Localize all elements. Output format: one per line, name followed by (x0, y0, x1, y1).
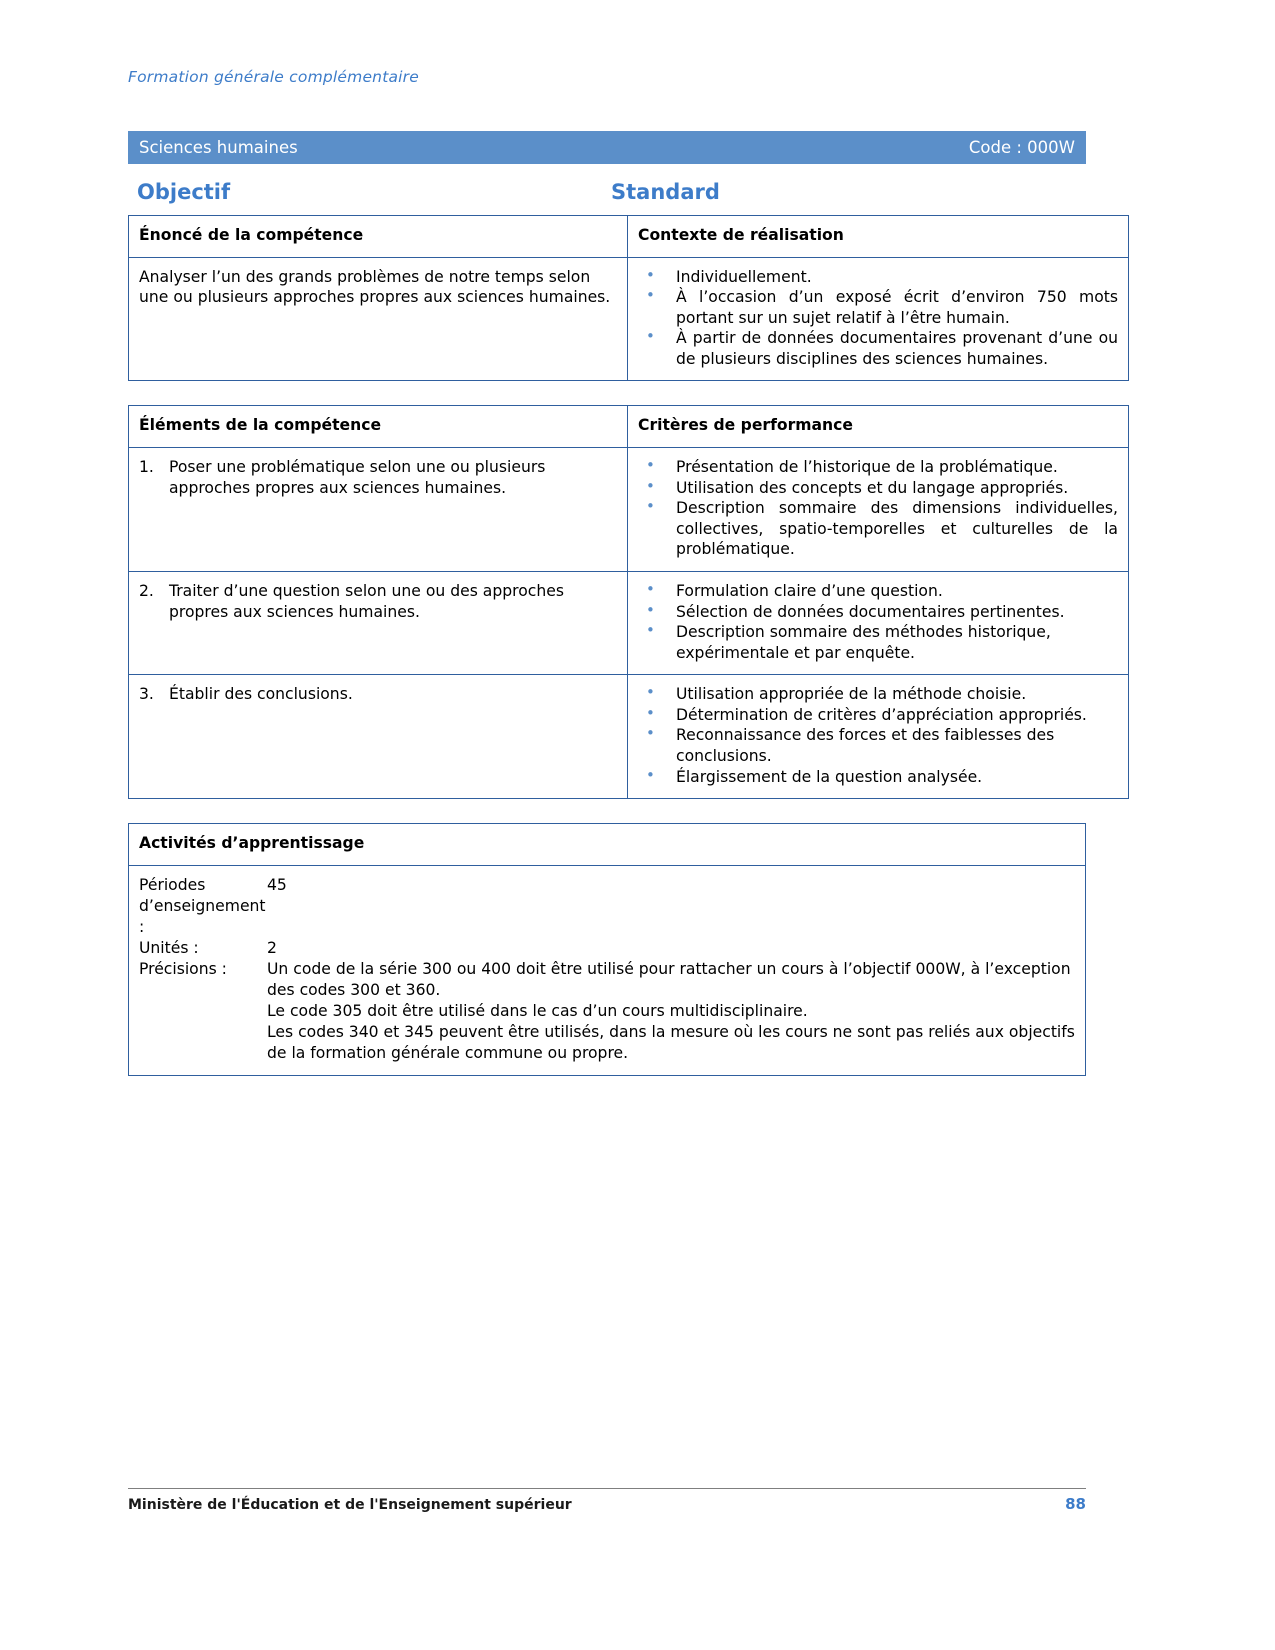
unites-value: 2 (267, 938, 277, 957)
list-item: • Présentation de l’historique de la problématique. (638, 457, 1118, 478)
periodes-label: Périodes d’enseignement : (139, 875, 266, 936)
list-item: • Détermination de critères d’appréciation appropriés. (638, 705, 1118, 726)
contexte-list-cell (628, 257, 1129, 381)
header-elements: Éléments de la compétence (129, 406, 628, 448)
element-number-list (139, 457, 617, 498)
list-item: • Utilisation appropriée de la méthode choisie. (638, 684, 1118, 705)
competence-statement-table (128, 215, 1129, 381)
footer-ministry: Ministère de l'Éducation et de l'Enseignement supérieur (128, 1497, 572, 1513)
table-row (129, 571, 1129, 674)
precisions-value (267, 959, 1075, 1064)
heading-objectif: Objectif (137, 180, 231, 204)
criteria-cell (628, 448, 1129, 572)
precision-paragraph: Les codes 340 et 345 peuvent être utilisés, dans la mesure où les cours ne sont pas reliés aux objectifs de la formation générale commune ou propre. (267, 1023, 1075, 1063)
table-row (129, 257, 1129, 381)
table-header-row (129, 824, 1086, 866)
precisions-row (139, 959, 1075, 1064)
list-item: • Élargissement de la question analysée. (638, 767, 1118, 788)
column-headings (128, 180, 1086, 204)
list-item: • Description sommaire des dimensions individuelles, collectives, spatio-temporelles et culturelles de la problématique. (638, 498, 1118, 560)
precisions-label: Précisions : (139, 959, 227, 978)
activities-cell (129, 865, 1086, 1075)
element-cell (129, 675, 628, 799)
learning-activities-table (128, 823, 1086, 1076)
list-item (139, 581, 617, 622)
elements-criteria-table (128, 405, 1129, 799)
discipline-title-bar (128, 131, 1086, 164)
table-header-row (129, 406, 1129, 448)
element-cell (129, 448, 628, 572)
list-item: • Description sommaire des méthodes historique, expérimentale et par enquête. (638, 622, 1118, 663)
page-content (128, 131, 1118, 1100)
periodes-row (139, 875, 1075, 938)
header-enonce: Énoncé de la compétence (129, 216, 628, 258)
list-item (139, 684, 617, 705)
table-row (129, 675, 1129, 799)
precision-paragraph: Un code de la série 300 ou 400 doit être utilisé pour rattacher un cours à l’objectif 000W, à l’exception des codes 300 et 360. (267, 959, 1071, 999)
periodes-value: 45 (267, 875, 287, 894)
list-item (139, 457, 617, 498)
element-number-list (139, 581, 617, 622)
table-row (129, 448, 1129, 572)
item-number: 1. (139, 458, 154, 477)
list-item: • Formulation claire d’une question. (638, 581, 1118, 602)
unites-label: Unités : (139, 938, 199, 957)
precision-paragraph: Le code 305 doit être utilisé dans le cas d’un cours multidisciplinaire. (267, 1002, 808, 1020)
item-text: Traiter d’une question selon une ou des approches propres aux sciences humaines. (169, 581, 564, 621)
competence-text: Analyser l’un des grands problèmes de notre temps selon une ou plusieurs approches propres aux sciences humaines. (129, 257, 628, 381)
item-text: Poser une problématique selon une ou plusieurs approches propres aux sciences humaines. (169, 458, 546, 497)
unites-row (139, 938, 1075, 959)
element-number-list (139, 684, 617, 705)
heading-standard: Standard (611, 180, 720, 204)
list-item: • Sélection de données documentaires pertinentes. (638, 602, 1118, 623)
page-footer (128, 1495, 1086, 1513)
header-activites: Activités d’apprentissage (129, 824, 1086, 866)
header-contexte: Contexte de réalisation (628, 216, 1129, 258)
item-text: Établir des conclusions. (169, 685, 353, 704)
discipline-name: Sciences humaines (139, 138, 298, 157)
section-header-note: Formation générale complémentaire (128, 68, 419, 86)
element-cell (129, 571, 628, 674)
header-criteres: Critères de performance (628, 406, 1129, 448)
footer-page-number: 88 (1065, 1495, 1086, 1513)
item-number: 3. (139, 685, 154, 704)
list-item: • À l’occasion d’un exposé écrit d’environ 750 mots portant sur un sujet relatif à l’être humain. (638, 287, 1118, 328)
contexte-list (638, 267, 1118, 370)
table-header-row (129, 216, 1129, 258)
criteria-list (638, 457, 1118, 560)
list-item: • À partir de données documentaires provenant d’une ou de plusieurs disciplines des sciences humaines. (638, 328, 1118, 369)
criteria-list (638, 581, 1118, 663)
list-item: • Utilisation des concepts et du langage appropriés. (638, 478, 1118, 499)
criteria-cell (628, 571, 1129, 674)
objective-code: Code : 000W (968, 138, 1075, 157)
table-row (129, 865, 1086, 1075)
list-item: • Reconnaissance des forces et des faiblesses des conclusions. (638, 725, 1118, 766)
footer-divider (128, 1488, 1086, 1489)
list-item: • Individuellement. (638, 267, 1118, 288)
criteria-cell (628, 675, 1129, 799)
item-number: 2. (139, 581, 154, 600)
criteria-list (638, 684, 1118, 787)
